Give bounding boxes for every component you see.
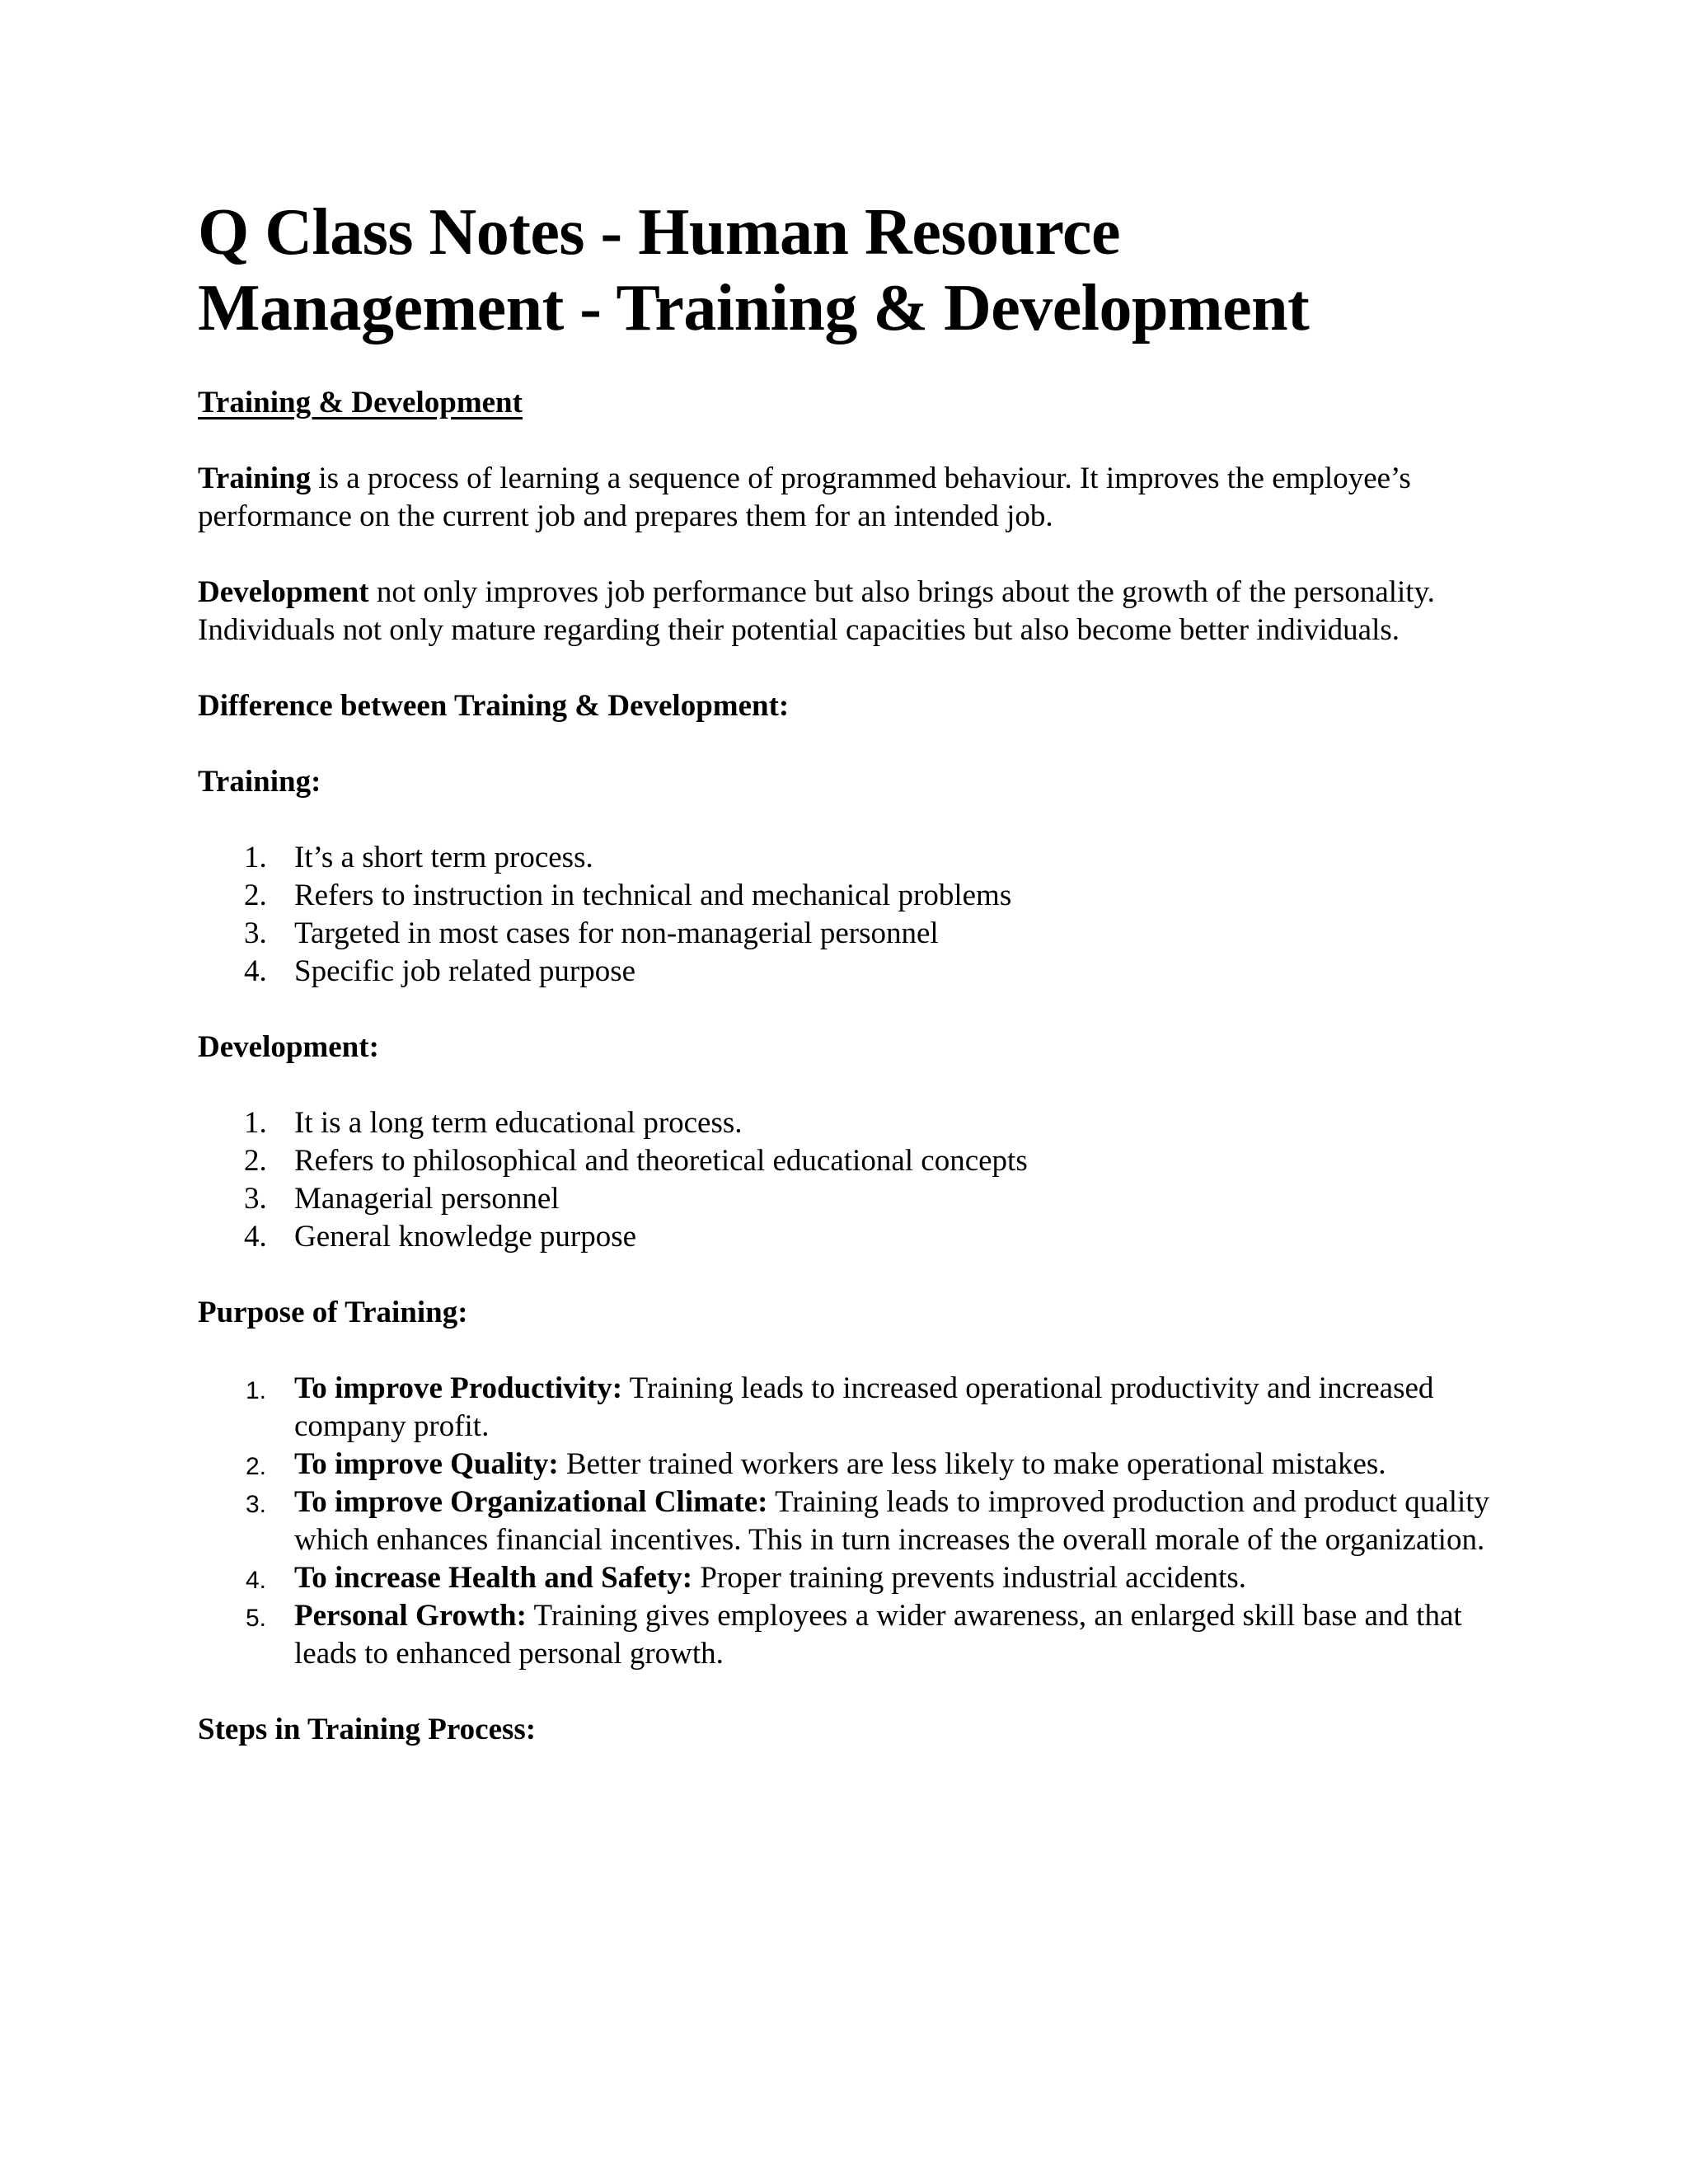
list-item-term: Personal Growth: [294, 1599, 527, 1633]
list-item-term: To improve Organizational Climate: [294, 1485, 768, 1519]
list-item [198, 1142, 1500, 1180]
list-item-text: Targeted in most cases for non-managerial personnel [294, 916, 939, 950]
development-list [198, 1104, 1500, 1256]
training-list [198, 839, 1500, 991]
training-heading: Training: [198, 765, 321, 799]
list-item-text: It is a long term educational process. [294, 1106, 743, 1140]
list-number: 4. [244, 1220, 267, 1254]
list-number: 1. [244, 1106, 267, 1140]
list-number: 2. [244, 879, 267, 912]
list-item-text: Specific job related purpose [294, 954, 636, 988]
list-item [198, 1483, 1500, 1559]
list-number: 2. [246, 1453, 267, 1480]
list-item [198, 877, 1500, 915]
list-item-text: It’s a short term process. [294, 841, 593, 874]
list-item-text: Proper training prevents industrial accidents. [692, 1561, 1247, 1595]
list-item-term: To increase Health and Safety: [294, 1561, 693, 1595]
development-term: Development [198, 575, 369, 609]
training-definition-text: is a process of learning a sequence of programmed behaviour. It improves the employee’s performance on the current job and prepares them for an intended job. [198, 462, 1411, 533]
purpose-list [198, 1370, 1500, 1673]
document-page [198, 194, 1500, 1749]
list-number: 5. [246, 1605, 267, 1632]
list-item [198, 1104, 1500, 1142]
list-item-text: Refers to philosophical and theoretical educational concepts [294, 1144, 1028, 1178]
list-number: 3. [244, 1182, 267, 1216]
development-definition-text: not only improves job performance but also brings about the growth of the personality. Individuals not only mature regarding their potential capacities but also become better individuals. [198, 575, 1435, 647]
training-term: Training [198, 462, 312, 495]
list-number: 3. [246, 1491, 267, 1518]
list-item-text: Refers to instruction in technical and mechanical problems [294, 879, 1012, 912]
list-number: 1. [244, 841, 267, 874]
list-item-term: To improve Quality: [294, 1447, 559, 1481]
steps-heading: Steps in Training Process: [198, 1713, 537, 1746]
list-item-text: General knowledge purpose [294, 1220, 637, 1254]
list-item [198, 839, 1500, 877]
section-heading-training-development: Training & Development [198, 386, 523, 419]
training-definition [198, 460, 1500, 536]
list-item-text: Managerial personnel [294, 1182, 560, 1216]
list-item [198, 1180, 1500, 1218]
list-number: 1. [246, 1377, 267, 1404]
list-number: 3. [244, 916, 267, 950]
list-item [198, 953, 1500, 991]
list-item-term: To improve Productivity: [294, 1371, 623, 1405]
list-item-text: Better trained workers are less likely to make operational mistakes. [558, 1447, 1386, 1481]
list-item [198, 1218, 1500, 1256]
list-item-text: Training leads to increased operational productivity and increased company profit. [294, 1371, 1434, 1443]
page-title: Q Class Notes - Human Resource Management - Training & Development [198, 196, 1310, 344]
development-heading: Development: [198, 1030, 379, 1064]
list-number: 4. [244, 954, 267, 988]
development-definition [198, 574, 1500, 649]
list-item [198, 1597, 1500, 1673]
list-number: 4. [246, 1567, 267, 1594]
list-item-text: Training gives employees a wider awareness, an enlarged skill base and that leads to enhanced personal growth. [294, 1599, 1462, 1671]
list-number: 2. [244, 1144, 267, 1178]
list-item [198, 915, 1500, 953]
difference-heading: Difference between Training & Development: [198, 689, 790, 723]
list-item [198, 1446, 1500, 1483]
list-item [198, 1559, 1500, 1597]
list-item [198, 1370, 1500, 1446]
purpose-heading: Purpose of Training: [198, 1296, 468, 1329]
list-item-text: Training leads to improved production and product quality which enhances financial incentives. This in turn increases the overall morale of the organization. [294, 1485, 1490, 1557]
